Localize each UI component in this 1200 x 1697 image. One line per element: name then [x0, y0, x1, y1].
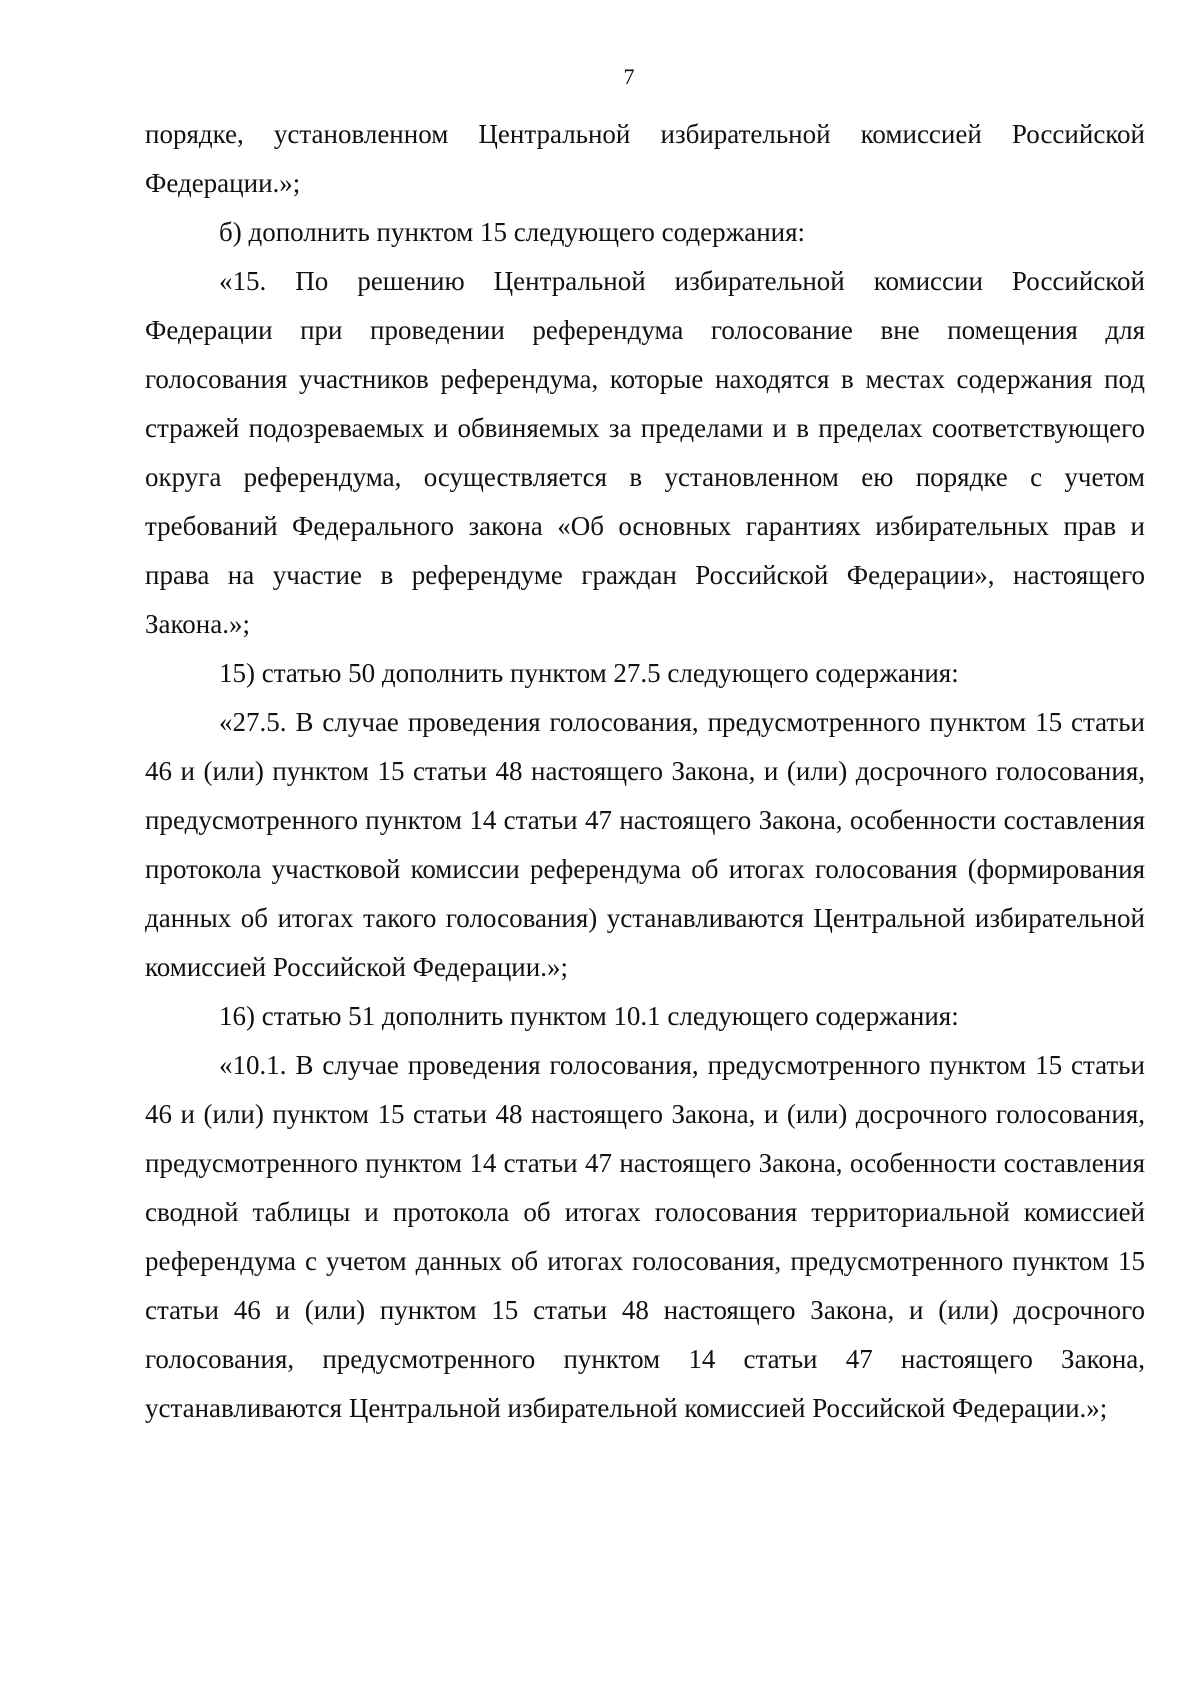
paragraph-amendment-15: 15) статью 50 дополнить пунктом 27.5 следующего содержания: — [219, 658, 959, 688]
paragraph-continuation: порядке, установленном Центральной избирательной комиссией Российской Федерации.»; — [145, 119, 1145, 198]
paragraph-amendment-16: 16) статью 51 дополнить пунктом 10.1 следующего содержания: — [219, 1001, 959, 1031]
paragraph-amendment-b: б) дополнить пунктом 15 следующего содержания: — [219, 217, 806, 247]
paragraph-clause-10-1: «10.1. В случае проведения голосования, предусмотренного пунктом 15 статьи 46 и (или) пунктом 15 статьи 48 настоящего Закона, и (или) досрочного голосования, предусмотренного пунктом 14 статьи 47 настоящего Закона, особенности составления сводной таблицы и протокола об итогах голосования территориальной комиссией референдума с учетом данных об итогах голосования, предусмотренного пунктом 15 статьи 46 и (или) пунктом 15 статьи 48 настоящего Закона, и (или) досрочного голосования, предусмотренного пунктом 14 статьи 47 настоящего Закона, устанавливаются Центральной избирательной комиссией Российской Федерации.»; — [145, 1050, 1145, 1423]
page-number: 7 — [623, 64, 635, 89]
document-body — [145, 110, 1145, 1433]
paragraph-clause-27-5: «27.5. В случае проведения голосования, предусмотренного пунктом 15 статьи 46 и (или) пунктом 15 статьи 48 настоящего Закона, и (или) досрочного голосования, предусмотренного пунктом 14 статьи 47 настоящего Закона, особенности составления протокола участковой комиссии референдума об итогах голосования (формирования данных об итогах такого голосования) устанавливаются Центральной избирательной комиссией Российской Федерации.»; — [145, 707, 1145, 982]
paragraph-clause-15: «15. По решению Центральной избирательной комиссии Российской Федерации при проведении референдума голосование вне помещения для голосования участников референдума, которые находятся в местах содержания под стражей подозреваемых и обвиняемых за пределами и в пределах соответствующего округа референдума, осуществляется в установленном ею порядке с учетом требований Федерального закона «Об основных гарантиях избирательных прав и права на участие в референдуме граждан Российской Федерации», настоящего Закона.»; — [145, 266, 1145, 639]
